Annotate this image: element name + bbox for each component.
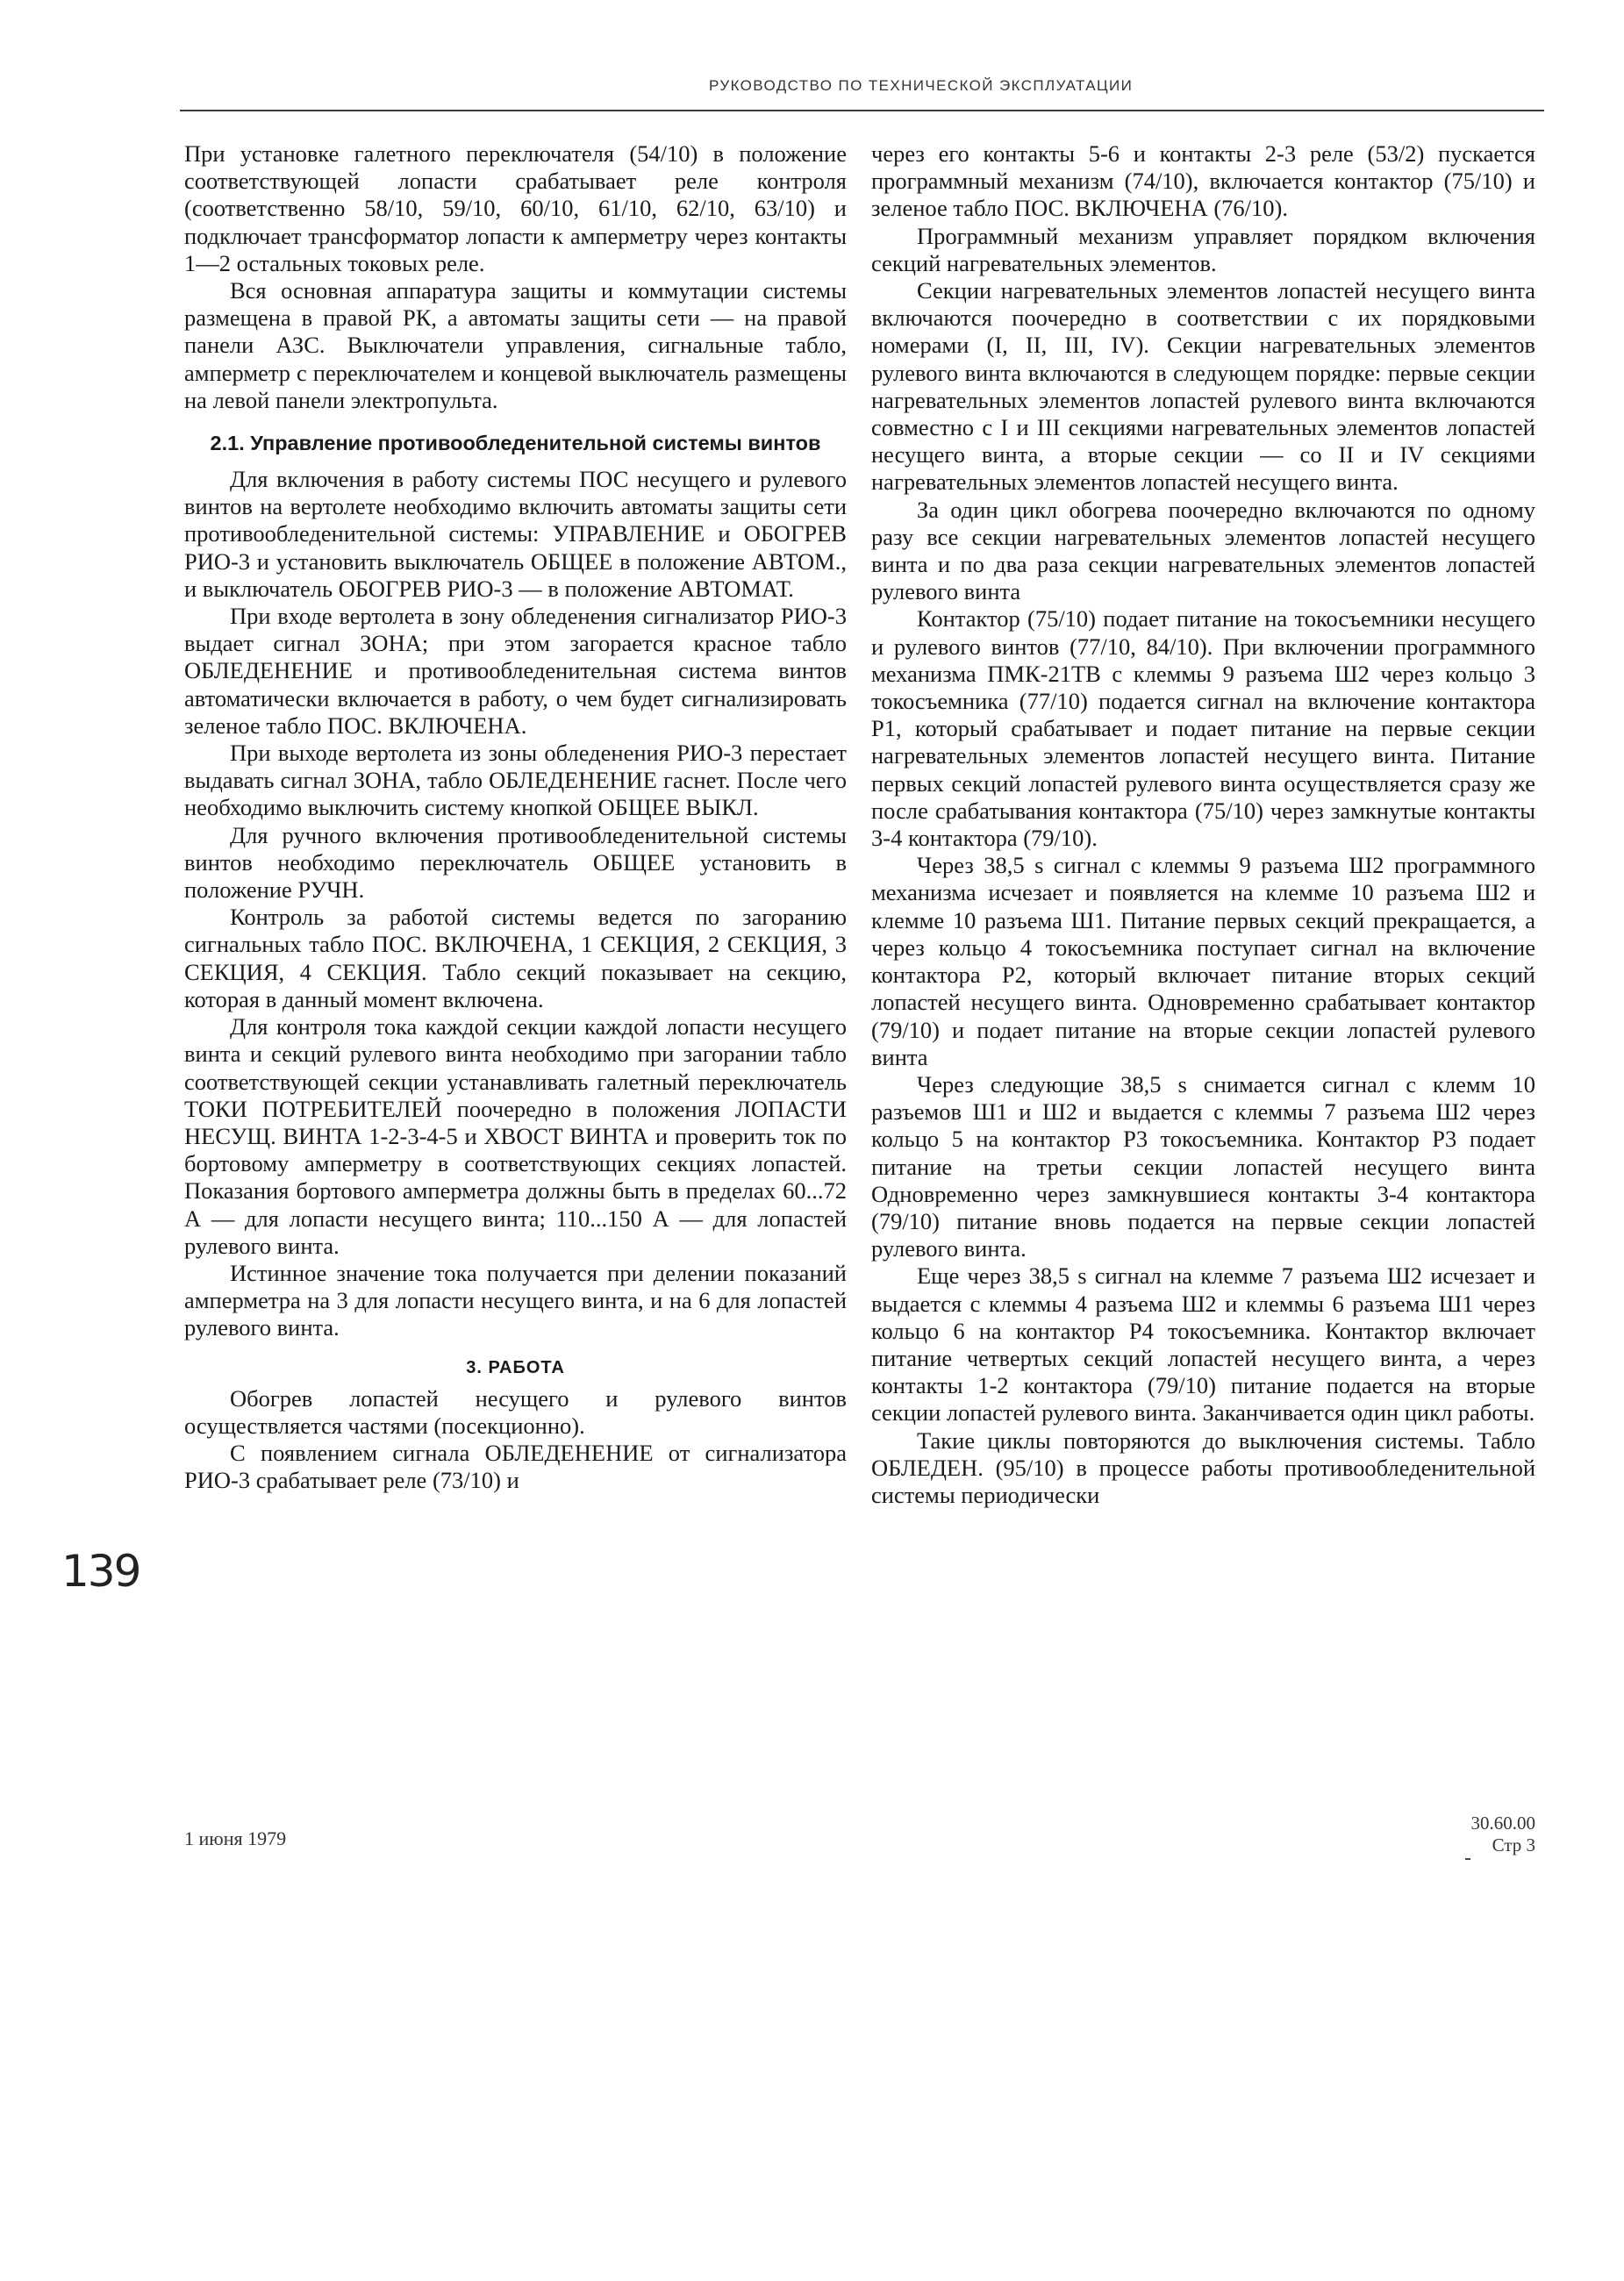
paragraph: Контроль за работой системы ведется по загоранию сигнальных табло ПОС. ВКЛЮЧЕНА, 1 СЕКЦИЯ, 2 СЕКЦИЯ, 3 СЕКЦИЯ, 4 СЕКЦИЯ. Табло секций показывает на секцию, которая в данный момент включена. [184, 904, 847, 1012]
left-column [184, 140, 847, 1494]
paragraph: Секции нагревательных элементов лопастей несущего винта включаются поочередно в соответствии с их порядковыми номерами (I, II, III, IV). Секции нагревательных элементов рулевого винта включаются в следующем порядке: первые секции нагревательных элементов лопастей рулевого винта включаются совместно с I и III секциями нагревательных элементов лопастей несущего винта, а вторые секции — со II и IV секциями нагревательных элементов лопастей несущего винта. [871, 277, 1535, 496]
paragraph: Для ручного включения противообледенительной системы винтов необходимо переключатель ОБЩЕЕ установить в положение РУЧН. [184, 821, 847, 904]
handwritten-page-number: 139 [61, 1546, 140, 1597]
footer-page-number: Стр 3 [1492, 1834, 1535, 1856]
footer-page-info [1404, 1813, 1535, 1856]
scan-mark [1465, 1858, 1470, 1860]
section-heading: 2.1. Управление противообледенительной системы винтов [210, 432, 821, 455]
paragraph: Истинное значение тока получается при делении показаний амперметра на 3 для лопасти несущего винта, и на 6 для лопастей рулевого винта. [184, 1259, 847, 1341]
paragraph: Контактор (75/10) подает питание на токосъемники несущего и рулевого винтов (77/10, 84/10). При включении программного механизма ПМК-21ТВ с клеммы 9 разъема Ш2 через кольцо 3 токосъемника (77/10) подается сигнал на включение контактора Р1, который срабатывает и подает питание на первые секции нагревательных элементов лопастей несущего винта. Питание первых секций лопастей рулевого винта осуществляется сразу же после срабатывания контактора (75/10) через замкнутые контакты 3-4 контактора (79/10). [871, 605, 1535, 852]
paragraph: Обогрев лопастей несущего и рулевого винтов осуществляется частями (посекционно). [184, 1384, 847, 1439]
section-heading: 3. РАБОТА [466, 1357, 565, 1377]
running-head: РУКОВОДСТВО ПО ТЕХНИЧЕСКОЙ ЭКСПЛУАТАЦИИ [709, 77, 1134, 94]
paragraph: С появлением сигнала ОБЛЕДЕНЕНИЕ от сигнализатора РИО-3 срабатывает реле (73/10) и [184, 1439, 847, 1494]
header-rule [180, 110, 1544, 111]
right-column [871, 140, 1535, 1509]
paragraph: При установке галетного переключателя (54/10) в положение соответствующей лопасти срабатывает реле контроля (соответственно 58/10, 59/10, 60/10, 61/10, 62/10, 63/10) и подключает трансформатор лопасти к амперметру через контакты 1—2 остальных токовых реле. [184, 140, 847, 276]
paragraph: Такие циклы повторяются до выключения системы. Табло ОБЛЕДЕН. (95/10) в процессе работы противообледенительной системы периодически [871, 1427, 1535, 1508]
paragraph: Вся основная аппаратура защиты и коммутации системы размещена в правой РК, а автоматы защиты сети — на правой панели АЗС. Выключатели управления, сигнальные табло, амперметр с переключателем и концевой выключатель размещены на левой панели электропульта. [184, 277, 847, 413]
footer-date: 1 июня 1979 [184, 1827, 287, 1849]
paragraph: Для включения в работу системы ПОС несущего и рулевого винтов на вертолете необходимо включить автоматы защиты сети противообледенительной системы: УПРАВЛЕНИЕ и ОБОГРЕВ РИО-3 и установить выключатель ОБЩЕЕ в положение АВТОМ., и выключатель ОБОГРЕВ РИО-3 — в положение АВТОМАТ. [184, 466, 847, 602]
paragraph: За один цикл обогрева поочередно включаются по одному разу все секции нагревательных элементов лопастей несущего винта и по два раза секции нагревательных элементов лопастей рулевого винта [871, 496, 1535, 605]
paragraph: Для контроля тока каждой секции каждой лопасти несущего винта и секций рулевого винта необходимо при загорании табло соответствующей секции устанавливать галетный переключатель ТОКИ ПОТРЕБИТЕЛЕЙ поочередно в положения ЛОПАСТИ НЕСУЩ. ВИНТА 1-2-3-4-5 и ХВОСТ ВИНТА и проверить ток по бортовому амперметру в соответствующих секциях лопастей. Показания бортового амперметра должны быть в пределах 60...72 А — для лопасти несущего винта; 110...150 А — для лопастей рулевого винта. [184, 1013, 847, 1259]
paragraph: Через 38,5 s сигнал с клеммы 9 разъема Ш2 программного механизма исчезает и появляется на клемме 10 разъема Ш2 и клемме 10 разъема Ш1. Питание первых секций прекращается, а через кольцо 4 токосъемника поступает сигнал на включение контактора Р2, который включает питание вторых секций лопастей несущего винта. Одновременно срабатывает контактор (79/10) и подает питание на вторые секции лопастей рулевого винта [871, 852, 1535, 1070]
paragraph: При входе вертолета в зону обледенения сигнализатор РИО-3 выдает сигнал ЗОНА; при этом загорается красное табло ОБЛЕДЕНЕНИЕ и противообледенительная система винтов автоматически включается в работу, о чем будет сигнализировать зеленое табло ПОС. ВКЛЮЧЕНА. [184, 603, 847, 739]
paragraph: через его контакты 5-6 и контакты 2-3 реле (53/2) пускается программный механизм (74/10), включается контактор (75/10) и зеленое табло ПОС. ВКЛЮЧЕНА (76/10). [871, 140, 1535, 222]
footer-doc-code: 30.60.00 [1470, 1813, 1535, 1834]
paragraph: При выходе вертолета из зоны обледенения РИО-3 перестает выдавать сигнал ЗОНА, табло ОБЛЕДЕНЕНИЕ гаснет. После чего необходимо выключить систему кнопкой ОБЩЕЕ ВЫКЛ. [184, 740, 847, 821]
paragraph: Через следующие 38,5 s снимается сигнал с клемм 10 разъемов Ш1 и Ш2 и выдается с клеммы 7 разъема Ш2 через кольцо 5 на контактор Р3 токосъемника. Контактор Р3 подает питание на третьи секции лопастей несущего винта Одновременно через замкнувшиеся контакты 3-4 контактора (79/10) питание вновь подается на первые секции лопастей рулевого винта. [871, 1070, 1535, 1262]
paragraph: Еще через 38,5 s сигнал на клемме 7 разъема Ш2 исчезает и выдается с клеммы 4 разъема Ш2 и клеммы 6 разъема Ш1 через кольцо 6 на контактор Р4 токосъемника. Контактор включает питание четвертых секций лопастей несущего винта, а через контакты 1-2 контактора (79/10) питание подается на вторые секции лопастей рулевого винта. Заканчивается один цикл работы. [871, 1262, 1535, 1427]
paragraph: Программный механизм управляет порядком включения секций нагревательных элементов. [871, 222, 1535, 276]
